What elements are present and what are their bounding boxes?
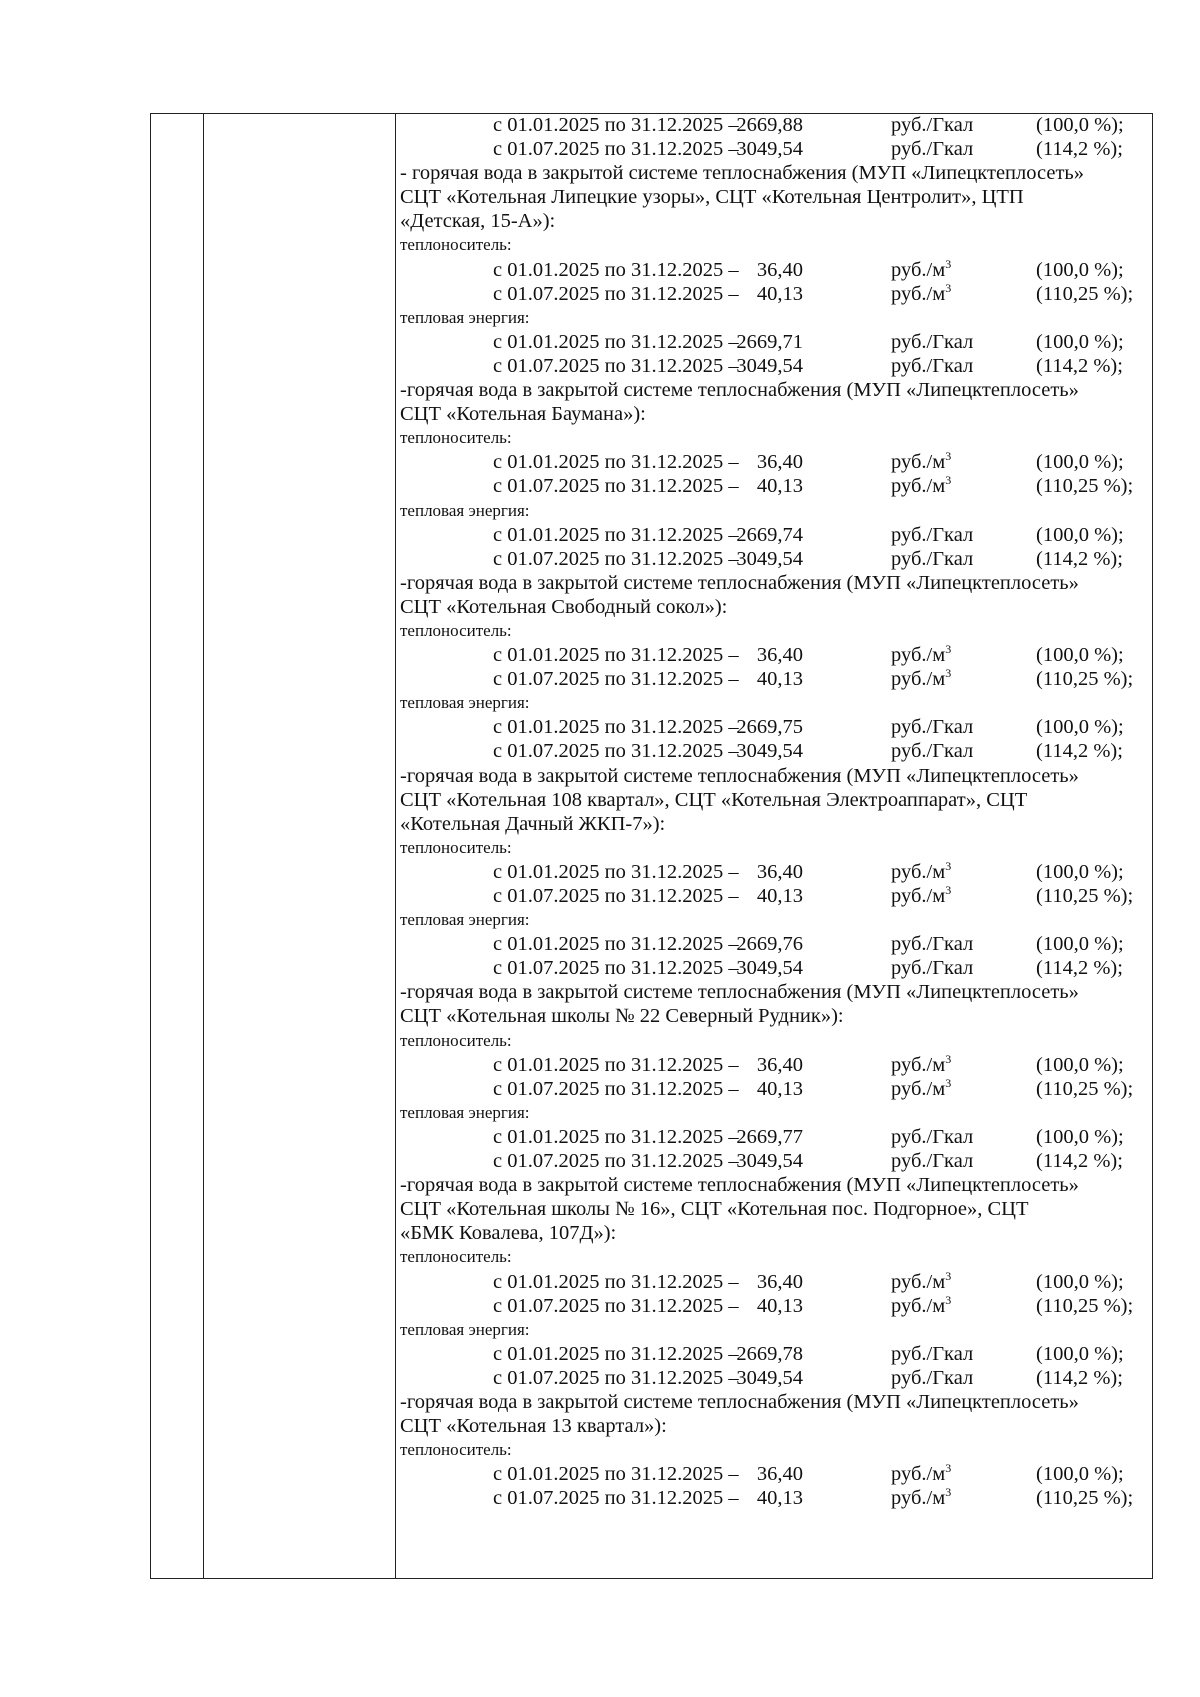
rate-unit-superscript: 3 <box>945 256 952 271</box>
rate-percent: (100,0 %); <box>1036 1463 1124 1486</box>
rate-unit <box>891 932 973 956</box>
tariff-rate-row <box>398 523 1153 547</box>
tariff-rate-row <box>398 860 1153 884</box>
rate-period: с 01.07.2025 по 31.12.2025 – <box>493 1294 739 1317</box>
rate-percent: (100,0 %); <box>1036 1342 1124 1365</box>
rate-period: с 01.01.2025 по 31.12.2025 – <box>493 1125 739 1148</box>
rate-percent: (114,2 %); <box>1036 547 1123 570</box>
rate-value: 40,13 <box>756 1077 803 1100</box>
rate-unit-superscript: 3 <box>945 1268 952 1283</box>
rate-percent: (110,25 %); <box>1036 282 1134 305</box>
rate-period: с 01.01.2025 по 31.12.2025 – <box>493 1463 739 1486</box>
tariff-rate-row <box>398 1270 1153 1294</box>
tariff-rate-row <box>398 354 1153 378</box>
tariff-rate-row <box>398 258 1153 282</box>
rate-percent: (100,0 %); <box>1036 933 1124 956</box>
description-line: СЦТ «Котельная Липецкие узоры», СЦТ «Котельная Центролит», ЦТП <box>400 186 1024 209</box>
description-line: -горячая вода в закрытой системе теплоснабжения (МУП «Липецктеплосеть» <box>400 981 1079 1004</box>
section-subtitle: тепловая энергия: <box>400 1102 530 1122</box>
rate-unit-superscript: 3 <box>945 1051 952 1066</box>
tariff-rate-row <box>398 739 1153 763</box>
rate-value: 40,13 <box>756 1487 803 1510</box>
rate-unit <box>891 258 951 282</box>
rate-percent: (100,0 %); <box>1036 1125 1124 1148</box>
rate-percent: (100,0 %); <box>1036 1270 1124 1293</box>
section-subtitle: теплоноситель: <box>400 1440 512 1460</box>
rate-unit <box>891 643 951 667</box>
tariff-rate-row <box>398 956 1153 980</box>
tariff-rate-row <box>398 330 1153 354</box>
rate-period: с 01.07.2025 по 31.12.2025 – <box>493 547 739 570</box>
rate-unit-text: руб./м <box>891 1270 946 1293</box>
description-line: -горячая вода в закрытой системе теплоснабжения (МУП «Липецктеплосеть» <box>400 764 1079 787</box>
rate-value: 40,13 <box>756 1294 803 1317</box>
tariff-rate-row <box>398 667 1153 691</box>
description-line: - горячая вода в закрытой системе теплоснабжения (МУП «Липецктеплосеть» <box>400 162 1085 185</box>
rate-unit <box>891 450 951 474</box>
section-subtitle: теплоноситель: <box>400 428 512 448</box>
rate-period: с 01.01.2025 по 31.12.2025 – <box>493 933 739 956</box>
rate-unit-text: руб./Гкал <box>891 716 974 739</box>
tariff-rate-row <box>398 113 1153 137</box>
rate-unit-text: руб./м <box>891 475 946 498</box>
section-subtitle: теплоноситель: <box>400 235 512 255</box>
section-subtitle: теплоноситель: <box>400 1030 512 1050</box>
rate-percent: (100,0 %); <box>1036 644 1124 667</box>
rate-unit-text: руб./Гкал <box>891 740 974 763</box>
tariff-content-cell <box>398 113 1153 1510</box>
rate-unit-text: руб./Гкал <box>891 1125 974 1148</box>
rate-unit-superscript: 3 <box>945 1485 952 1500</box>
tariff-rate-row <box>398 1294 1153 1318</box>
rate-unit-text: руб./Гкал <box>891 330 974 353</box>
section-subtitle: тепловая энергия: <box>400 1319 530 1339</box>
rate-unit <box>891 547 973 571</box>
rate-unit-text: руб./м <box>891 644 946 667</box>
rate-value: 3049,54 <box>736 1366 803 1389</box>
rate-period: с 01.01.2025 по 31.12.2025 – <box>493 523 739 546</box>
rate-value: 2669,71 <box>736 330 803 353</box>
tariff-rate-row <box>398 643 1153 667</box>
description-line: СЦТ «Котельная 108 квартал», СЦТ «Котельная Электроаппарат», СЦТ <box>400 788 1028 811</box>
rate-value: 2669,78 <box>736 1342 803 1365</box>
description-line: -горячая вода в закрытой системе теплоснабжения (МУП «Липецктеплосеть» <box>400 1174 1079 1197</box>
rate-percent: (100,0 %); <box>1036 114 1124 136</box>
rate-unit-text: руб./Гкал <box>891 138 974 161</box>
rate-unit <box>891 884 951 908</box>
rate-unit <box>891 137 973 161</box>
rate-period: с 01.01.2025 по 31.12.2025 – <box>493 114 739 136</box>
rate-unit-text: руб./м <box>891 258 946 281</box>
tariff-rate-row <box>398 1125 1153 1149</box>
section-subtitle: тепловая энергия: <box>400 307 530 327</box>
rate-percent: (100,0 %); <box>1036 523 1124 546</box>
rate-percent: (100,0 %); <box>1036 330 1124 353</box>
rate-unit-text: руб./Гкал <box>891 523 974 546</box>
rate-period: с 01.01.2025 по 31.12.2025 – <box>493 716 739 739</box>
description-line: «Котельная Дачный ЖКП-7»): <box>400 812 666 835</box>
rate-unit <box>891 1077 951 1101</box>
rate-value: 36,40 <box>756 1463 803 1486</box>
rate-unit <box>891 1125 973 1149</box>
rate-period: с 01.07.2025 по 31.12.2025 – <box>493 354 739 377</box>
description-line: «Детская, 15-А»): <box>400 210 556 233</box>
description-line: СЦТ «Котельная 13 квартал»): <box>400 1415 667 1438</box>
rate-unit <box>891 1486 951 1510</box>
tariff-rate-row <box>398 1342 1153 1366</box>
rate-percent: (110,25 %); <box>1036 1294 1134 1317</box>
rate-value: 3049,54 <box>736 740 803 763</box>
rate-percent: (114,2 %); <box>1036 1150 1123 1173</box>
rate-period: с 01.07.2025 по 31.12.2025 – <box>493 668 739 691</box>
rate-value: 3049,54 <box>736 138 803 161</box>
tariff-rate-row <box>398 474 1153 498</box>
rate-unit-text: руб./м <box>891 860 946 883</box>
rate-value: 2669,77 <box>736 1125 803 1148</box>
description-line: СЦТ «Котельная школы № 16», СЦТ «Котельная пос. Подгорное», СЦТ <box>400 1198 1029 1221</box>
rate-unit-text: руб./м <box>891 1077 946 1100</box>
description-line: СЦТ «Котельная школы № 22 Северный Рудник»): <box>400 1005 844 1028</box>
rate-period: с 01.07.2025 по 31.12.2025 – <box>493 885 739 907</box>
rate-unit-text: руб./м <box>891 1053 946 1076</box>
rate-unit-text: руб./Гкал <box>891 1150 974 1173</box>
rate-unit <box>891 474 951 498</box>
rate-unit-text: руб./м <box>891 668 946 691</box>
rate-value: 3049,54 <box>736 547 803 570</box>
description-line: -горячая вода в закрытой системе теплоснабжения (МУП «Липецктеплосеть» <box>400 1390 1079 1413</box>
tariff-rate-row <box>398 884 1153 908</box>
rate-unit-text: руб./Гкал <box>891 1366 974 1389</box>
rate-unit <box>891 354 973 378</box>
column-divider <box>203 114 204 1578</box>
rate-unit-text: руб./м <box>891 451 946 474</box>
rate-unit-text: руб./Гкал <box>891 1342 974 1365</box>
rate-unit-text: руб./м <box>891 885 946 907</box>
rate-unit-superscript: 3 <box>945 642 952 657</box>
rate-unit-text: руб./Гкал <box>891 933 974 956</box>
rate-unit <box>891 1342 973 1366</box>
rate-value: 40,13 <box>756 668 803 691</box>
rate-unit <box>891 1053 951 1077</box>
tariff-rate-row <box>398 1053 1153 1077</box>
rate-unit <box>891 715 973 739</box>
rate-unit-text: руб./м <box>891 1463 946 1486</box>
tariff-rate-row <box>398 137 1153 161</box>
rate-unit-superscript: 3 <box>945 473 952 488</box>
rate-percent: (100,0 %); <box>1036 716 1124 739</box>
rate-unit <box>891 667 951 691</box>
rate-period: с 01.07.2025 по 31.12.2025 – <box>493 1366 739 1389</box>
rate-unit-superscript: 3 <box>945 280 952 295</box>
rate-percent: (114,2 %); <box>1036 138 1123 161</box>
description-line: «БМК Ковалева, 107Д»): <box>400 1222 617 1245</box>
rate-unit <box>891 860 951 884</box>
rate-value: 36,40 <box>756 860 803 883</box>
rate-unit-text: руб./Гкал <box>891 957 974 980</box>
rate-period: с 01.01.2025 по 31.12.2025 – <box>493 258 739 281</box>
tariff-rate-row <box>398 450 1153 474</box>
rate-unit <box>891 1270 951 1294</box>
rate-unit-superscript: 3 <box>945 666 952 681</box>
tariff-rate-row <box>398 715 1153 739</box>
rate-unit-superscript: 3 <box>945 859 952 874</box>
rate-period: с 01.07.2025 по 31.12.2025 – <box>493 1077 739 1100</box>
rate-percent: (110,25 %); <box>1036 885 1134 907</box>
description-line: СЦТ «Котельная Баумана»): <box>400 403 646 426</box>
rate-unit-superscript: 3 <box>945 1292 952 1307</box>
tariff-rate-row <box>398 1149 1153 1173</box>
section-subtitle: тепловая энергия: <box>400 500 530 520</box>
rate-period: с 01.01.2025 по 31.12.2025 – <box>493 1270 739 1293</box>
rate-period: с 01.07.2025 по 31.12.2025 – <box>493 1487 739 1510</box>
rate-value: 3049,54 <box>736 354 803 377</box>
rate-period: с 01.07.2025 по 31.12.2025 – <box>493 138 739 161</box>
rate-period: с 01.07.2025 по 31.12.2025 – <box>493 475 739 498</box>
section-subtitle: тепловая энергия: <box>400 910 530 930</box>
rate-unit <box>891 1462 951 1486</box>
rate-unit <box>891 1366 973 1390</box>
rate-value: 2669,75 <box>736 716 803 739</box>
rate-period: с 01.07.2025 по 31.12.2025 – <box>493 740 739 763</box>
rate-percent: (110,25 %); <box>1036 475 1134 498</box>
rate-percent: (100,0 %); <box>1036 258 1124 281</box>
rate-value: 3049,54 <box>736 1150 803 1173</box>
rate-percent: (114,2 %); <box>1036 740 1123 763</box>
tariff-rate-row <box>398 1077 1153 1101</box>
rate-unit <box>891 1149 973 1173</box>
rate-percent: (100,0 %); <box>1036 860 1124 883</box>
rate-unit-text: руб./Гкал <box>891 114 974 136</box>
section-subtitle: тепловая энергия: <box>400 693 530 713</box>
rate-period: с 01.01.2025 по 31.12.2025 – <box>493 1053 739 1076</box>
rate-unit-text: руб./Гкал <box>891 354 974 377</box>
section-subtitle: теплоноситель: <box>400 1247 512 1267</box>
rate-value: 40,13 <box>756 885 803 907</box>
rate-value: 40,13 <box>756 475 803 498</box>
rate-value: 36,40 <box>756 1053 803 1076</box>
column-divider <box>395 114 396 1578</box>
rate-value: 2669,88 <box>736 114 803 136</box>
rate-value: 3049,54 <box>736 957 803 980</box>
rate-percent: (114,2 %); <box>1036 354 1123 377</box>
rate-value: 2669,74 <box>736 523 803 546</box>
rate-unit <box>891 1294 951 1318</box>
rate-percent: (100,0 %); <box>1036 1053 1124 1076</box>
rate-unit-text: руб./м <box>891 282 946 305</box>
rate-value: 2669,76 <box>736 933 803 956</box>
rate-period: с 01.01.2025 по 31.12.2025 – <box>493 860 739 883</box>
tariff-rate-row <box>398 1366 1153 1390</box>
section-subtitle: теплоноситель: <box>400 620 512 640</box>
rate-period: с 01.07.2025 по 31.12.2025 – <box>493 282 739 305</box>
rate-percent: (114,2 %); <box>1036 957 1123 980</box>
rate-value: 40,13 <box>756 282 803 305</box>
rate-value: 36,40 <box>756 644 803 667</box>
rate-value: 36,40 <box>756 258 803 281</box>
section-subtitle: теплоноситель: <box>400 837 512 857</box>
rate-period: с 01.07.2025 по 31.12.2025 – <box>493 1150 739 1173</box>
rate-percent: (110,25 %); <box>1036 668 1134 691</box>
description-line: -горячая вода в закрытой системе теплоснабжения (МУП «Липецктеплосеть» <box>400 379 1079 402</box>
rate-unit-text: руб./м <box>891 1294 946 1317</box>
rate-period: с 01.07.2025 по 31.12.2025 – <box>493 957 739 980</box>
description-line: -горячая вода в закрытой системе теплоснабжения (МУП «Липецктеплосеть» <box>400 571 1079 594</box>
description-line: СЦТ «Котельная Свободный сокол»): <box>400 595 728 618</box>
rate-unit-superscript: 3 <box>945 449 952 464</box>
rate-unit <box>891 956 973 980</box>
rate-percent: (110,25 %); <box>1036 1077 1134 1100</box>
rate-unit <box>891 739 973 763</box>
rate-value: 36,40 <box>756 451 803 474</box>
rate-unit-text: руб./Гкал <box>891 547 974 570</box>
rate-unit-text: руб./м <box>891 1487 946 1510</box>
rate-period: с 01.01.2025 по 31.12.2025 – <box>493 451 739 474</box>
rate-period: с 01.01.2025 по 31.12.2025 – <box>493 644 739 667</box>
rate-unit <box>891 523 973 547</box>
tariff-rate-row <box>398 1462 1153 1486</box>
tariff-rate-row <box>398 932 1153 956</box>
tariff-rate-row <box>398 282 1153 306</box>
rate-percent: (110,25 %); <box>1036 1487 1134 1510</box>
rate-unit <box>891 282 951 306</box>
rate-period: с 01.01.2025 по 31.12.2025 – <box>493 330 739 353</box>
rate-value: 36,40 <box>756 1270 803 1293</box>
rate-unit-superscript: 3 <box>945 1075 952 1090</box>
rate-unit <box>891 113 973 137</box>
rate-percent: (114,2 %); <box>1036 1366 1123 1389</box>
rate-period: с 01.01.2025 по 31.12.2025 – <box>493 1342 739 1365</box>
tariff-rate-row <box>398 547 1153 571</box>
rate-percent: (100,0 %); <box>1036 451 1124 474</box>
rate-unit-superscript: 3 <box>945 1461 952 1476</box>
tariff-rate-row <box>398 1486 1153 1510</box>
rate-unit-superscript: 3 <box>945 883 952 898</box>
rate-unit <box>891 330 973 354</box>
